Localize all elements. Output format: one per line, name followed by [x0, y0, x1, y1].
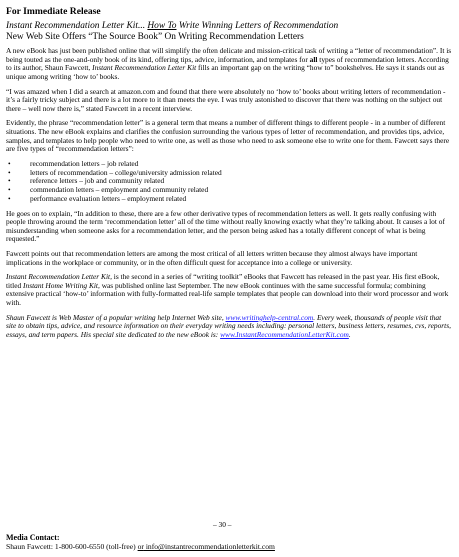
list-item: • reference letters – job and community related — [6, 177, 453, 186]
headline-line-2: New Web Site Offers “The Source Book” On Writing Recommendation Letters — [6, 31, 304, 42]
letter-types-list — [6, 160, 453, 204]
bio-b: . Every week, thousands of people visit that site to obtain tips, advice, and resource information on their everyday writing needs including: personal letters, business letters, resumes, cvs, reports, essays, and term papers. His special site dedicated to the new eBook is: — [6, 312, 451, 339]
list-item: • commendation letters – employment and community related — [6, 186, 453, 195]
series-d: was published online last September. The new eBook continues with the same successful formula; combining extensive practical ‘how-to’ information with fully-formatted real-life sample templates that people can download into their word processor and work with. — [6, 280, 449, 308]
list-item: • performance evaluation letters – employment related — [6, 195, 453, 204]
contact-or: or — [137, 542, 144, 551]
media-contact-line — [6, 542, 456, 551]
series-kit-title: Instant Recommendation Letter Kit, — [6, 272, 112, 282]
intro-all: all — [309, 54, 318, 64]
intro-c: types of recommendation letters. According to its author, Shaun Fawcett, — [6, 54, 449, 73]
writinghelp-link[interactable]: www.writinghelp-central.com — [225, 312, 314, 322]
paragraph-quote: “I was amazed when I did a search at amazon.com and found that there were absolutely no ‘how to’ books about writing letters of recommendation - it’s a fairly tricky subject and there is a lot more to it than meets the eye. I was truly astonished to discover that there was nothing on the subject out there – well now there is,” stated Fawcett in a recent interview. — [6, 86, 446, 113]
paragraph-explain: He goes on to explain, “In addition to these, there are a few other derivative types of recommendation letters as well. It gets really confusing with people throwing around the term ‘recommendation letter’ all of the time without really knowing exactly what they’re talking about. It causes a lot of misunderstanding when someone asks for a recommendation letter, and the person being asked has a totally different concept of what is being requested.” — [6, 208, 445, 244]
series-home-kit-title: Instant Home Writing Kit, — [23, 280, 100, 290]
intro-e: fills an important gap on the writing “how to” bookshelves. He says it stands out as unique among writing ‘how to’ books. — [6, 63, 445, 81]
contact-phone: Shaun Fawcett: 1-800-600-6550 (toll-free) — [6, 542, 138, 551]
release-label: For Immediate Release — [6, 6, 101, 17]
paragraph-intro — [6, 47, 453, 81]
series-b: is the second in a series of “writing toolkit” eBooks that Fawcett has released in the past year. His first eBook, titled — [6, 272, 440, 290]
kit-site-link[interactable]: www.InstantRecommendationLetterKit.com — [220, 329, 349, 339]
media-contact-title: Media Contact: — [6, 533, 60, 542]
headline-kit-title: Instant Recommendation Letter Kit... — [6, 21, 148, 31]
headline-how-to: How To — [147, 21, 177, 31]
bio-c: . — [348, 329, 351, 339]
list-item: • letters of recommendation – college/university admission related — [6, 169, 453, 178]
end-marker: – 30 – — [213, 520, 232, 529]
intro-a: A new eBook has just been published online that will simplify the often delicate and mission-critical task of writing a “letter of recommendation”. It is being touted as the one-and-only book of its kind, offering tips, advice, information, and templates for — [6, 46, 452, 64]
paragraph-importance: Fawcett points out that recommendation letters are among the most critical of all letters written because they almost always have important implications in the workplace or community, or in the often difficult quest for acceptance into a college or university. — [6, 249, 418, 267]
headline-line-1 — [6, 21, 453, 32]
paragraph-series — [6, 273, 453, 307]
bio-a: Shaun Fawcett is Web Master of a popular writing help Internet Web site, — [6, 312, 226, 322]
media-contact-block — [6, 531, 456, 551]
headline-rest: Write Winning Letters of Recommendation — [176, 21, 339, 31]
contact-email[interactable]: info@instantrecommendationletterkit.com — [143, 542, 275, 551]
author-bio — [6, 314, 453, 340]
intro-kit-title: Instant Recommendation Letter Kit — [92, 63, 197, 73]
list-item: • recommendation letters – job related — [6, 160, 453, 169]
paragraph-types-intro: Evidently, the phrase “recommendation letter” is a general term that means a number of different things to different people - in a number of different situations. The new eBook explains and clarifies the confusion surrounding the various types of letter of recommendation, and provides tips, advice, samples, and templates to help people who need to write one, as well as those who need to ask someone else to write one for them. Fawcett says there are five types of “recommendation letters”: — [6, 118, 450, 154]
